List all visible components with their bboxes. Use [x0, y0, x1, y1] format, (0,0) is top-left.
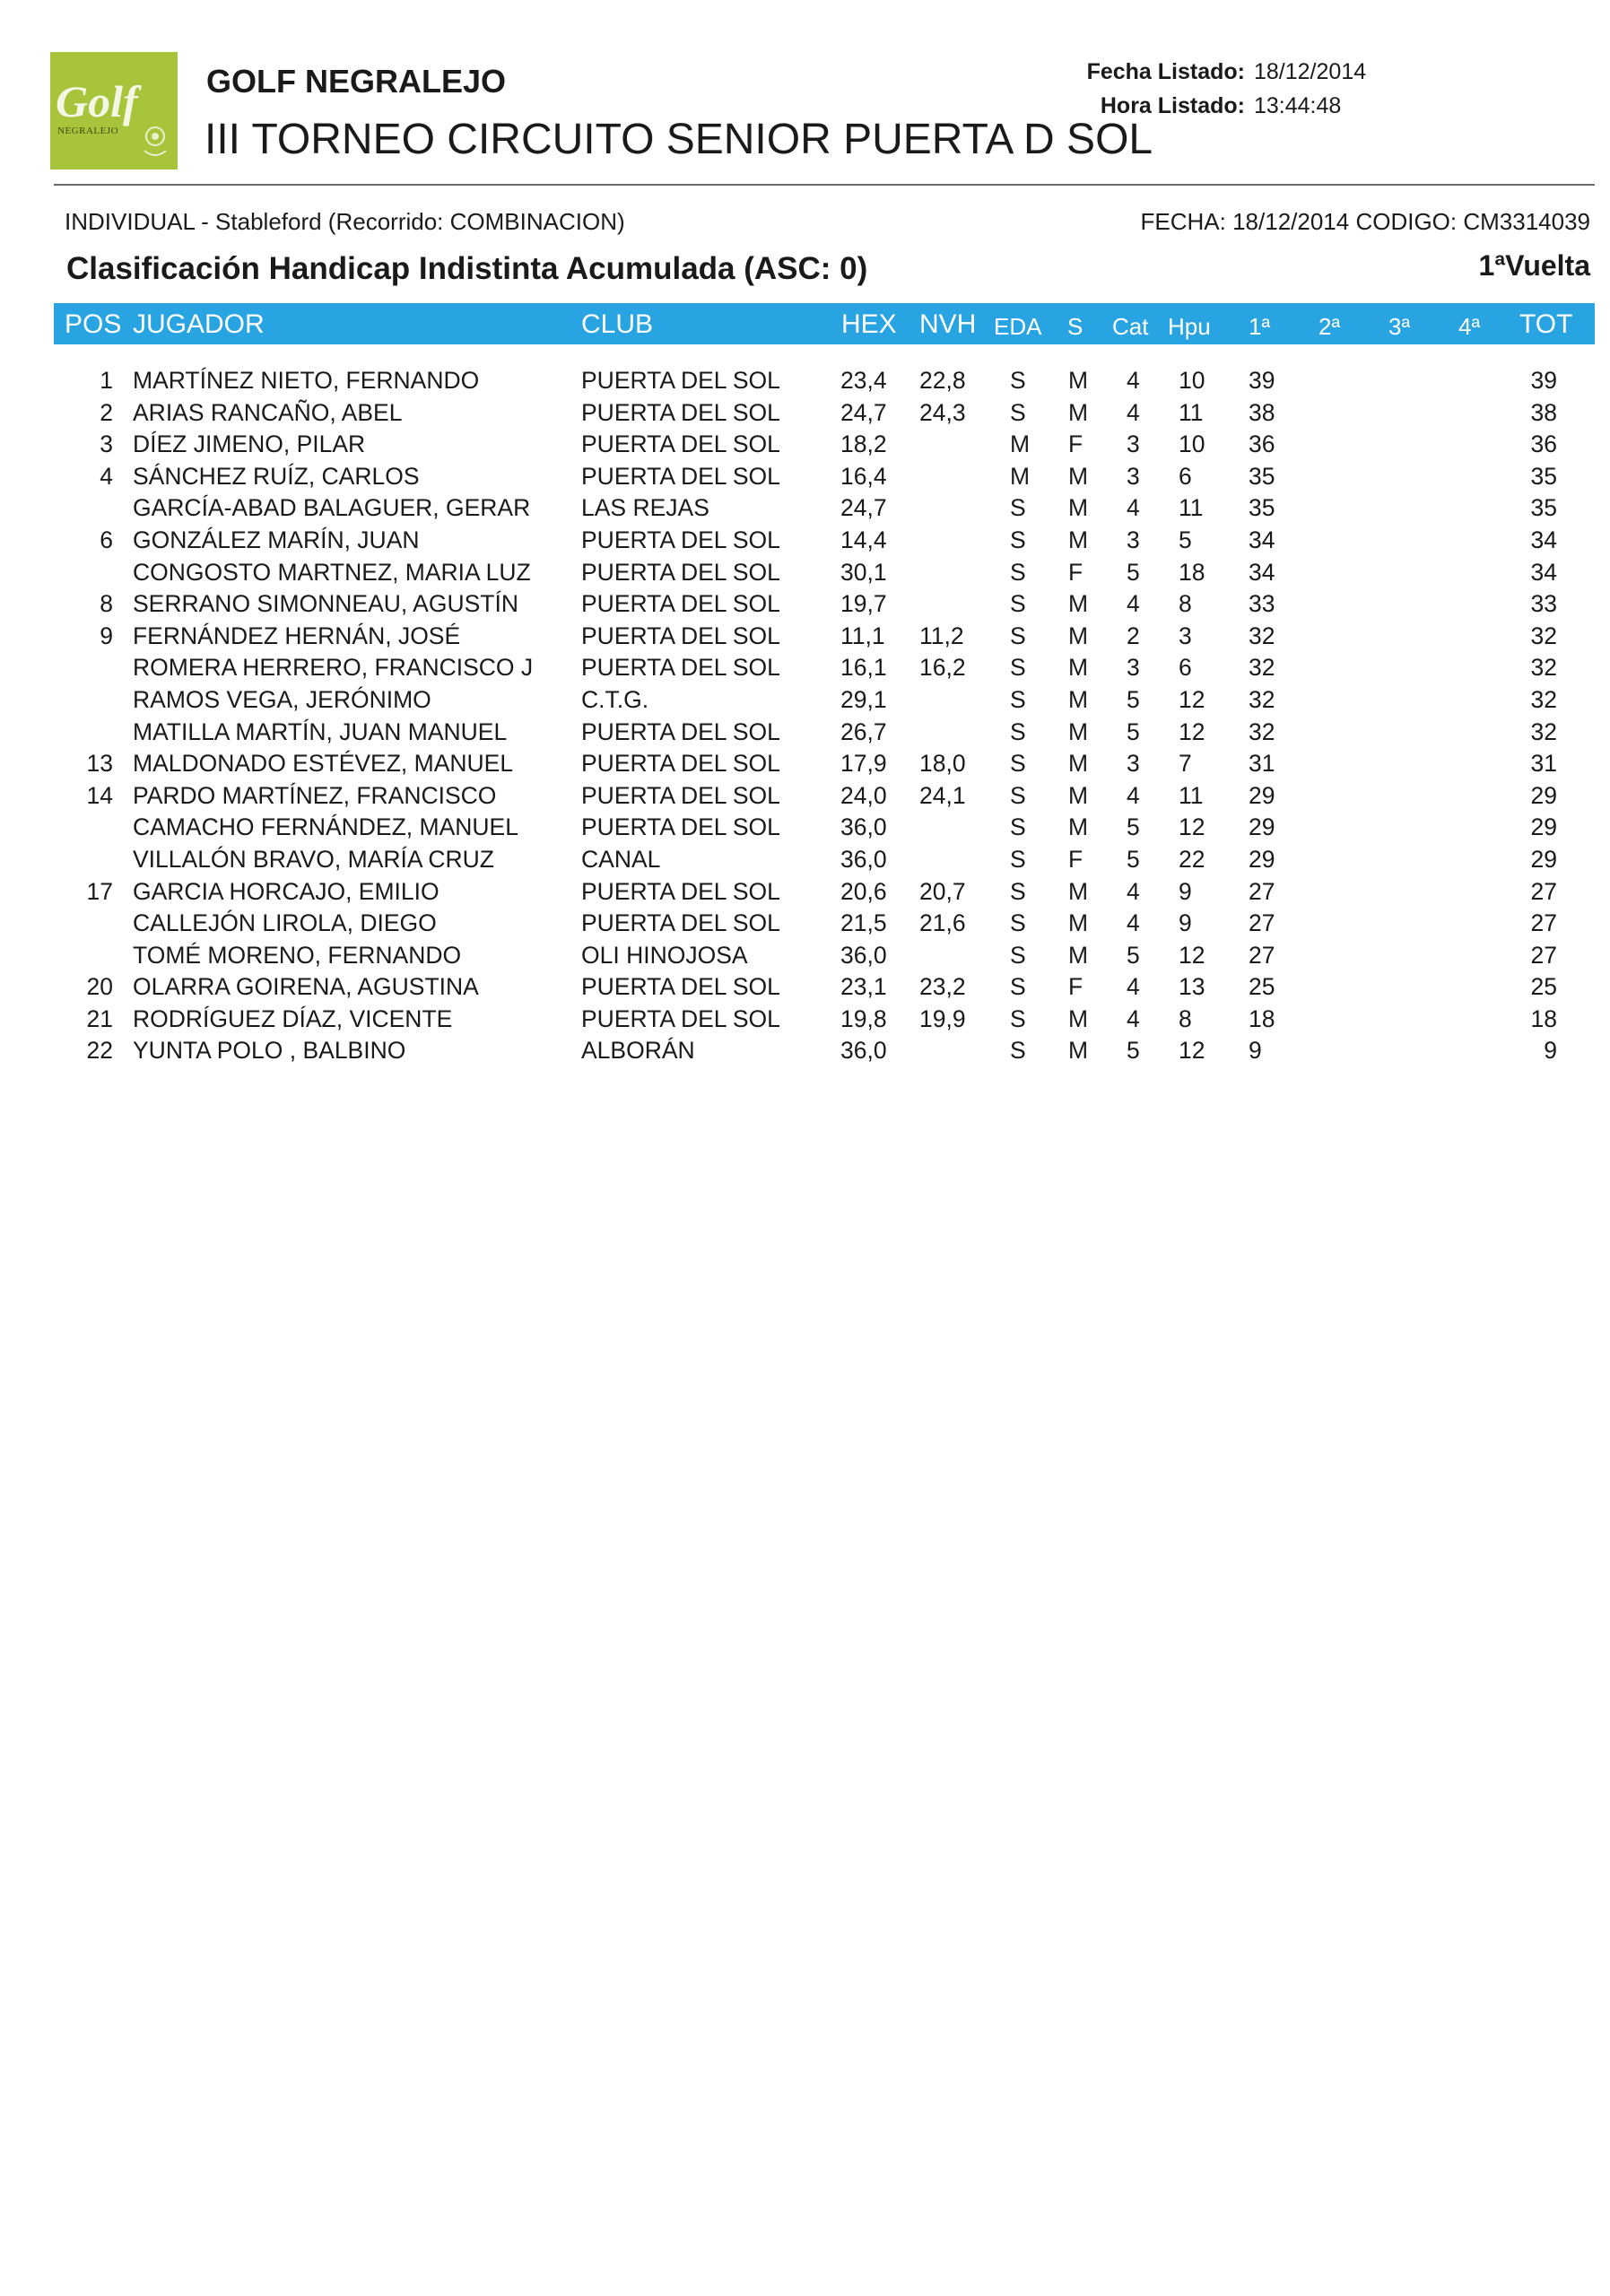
listing-date-value: 18/12/2014	[1254, 59, 1367, 84]
col-s: S	[1067, 313, 1083, 340]
table-row	[0, 398, 1610, 430]
cell-tot: 35	[1530, 494, 1557, 522]
cell-eda: S	[1010, 590, 1026, 618]
cell-eda: S	[1010, 367, 1026, 394]
cell-club: CANAL	[581, 845, 661, 873]
table-row	[0, 941, 1610, 973]
cell-round-1: 35	[1249, 462, 1275, 490]
col-cat: Cat	[1112, 313, 1149, 340]
cell-eda: S	[1010, 877, 1026, 905]
cell-hpu: 11	[1179, 398, 1204, 426]
cell-round-1: 29	[1249, 781, 1275, 809]
cell-nvh: 20,7	[919, 877, 966, 905]
col-hex: HEX	[841, 309, 897, 339]
col-hpu: Hpu	[1168, 313, 1211, 340]
cell-nvh: 23,2	[919, 973, 966, 1001]
table-row	[0, 1036, 1610, 1068]
cell-round-1: 9	[1249, 1037, 1262, 1065]
table-row	[0, 877, 1610, 909]
cell-eda: S	[1010, 558, 1026, 586]
cell-hex: 24,7	[840, 494, 887, 522]
cell-round-1: 32	[1249, 654, 1275, 682]
cell-eda: S	[1010, 845, 1026, 873]
cell-cat: 5	[1127, 1037, 1140, 1065]
cell-pos: 22	[86, 1037, 113, 1065]
table-row	[0, 462, 1610, 494]
cell-hex: 36,0	[840, 813, 887, 841]
table-row	[0, 781, 1610, 813]
cell-s: M	[1068, 718, 1089, 745]
cell-hex: 23,1	[840, 973, 887, 1001]
cell-tot: 32	[1530, 718, 1557, 745]
cell-club: PUERTA DEL SOL	[581, 654, 780, 682]
cell-round-1: 25	[1249, 973, 1275, 1001]
cell-eda: M	[1010, 462, 1031, 490]
cell-club: PUERTA DEL SOL	[581, 526, 780, 553]
cell-tot: 9	[1544, 1037, 1557, 1065]
cell-jugador: OLARRA GOIRENA, AGUSTINA	[133, 973, 479, 1001]
cell-eda: S	[1010, 398, 1026, 426]
cell-round-1: 36	[1249, 430, 1275, 458]
cell-hex: 21,5	[840, 909, 887, 937]
cell-tot: 27	[1530, 941, 1557, 969]
cell-pos: 6	[100, 526, 113, 553]
table-row	[0, 718, 1610, 750]
cell-cat: 5	[1127, 941, 1140, 969]
cell-jugador: RODRÍGUEZ DÍAZ, VICENTE	[133, 1004, 453, 1032]
cell-club: PUERTA DEL SOL	[581, 813, 780, 841]
tournament-title: III TORNEO CIRCUITO SENIOR PUERTA D SOL	[205, 116, 1153, 163]
cell-tot: 18	[1530, 1004, 1557, 1032]
listing-time-value: 13:44:48	[1254, 93, 1342, 118]
classification-title: Clasificación Handicap Indistinta Acumulada (ASC: 0)	[66, 251, 868, 286]
cell-jugador: PARDO MARTÍNEZ, FRANCISCO	[133, 781, 497, 809]
cell-hpu: 9	[1179, 877, 1192, 905]
cell-tot: 33	[1530, 590, 1557, 618]
cell-hex: 29,1	[840, 685, 887, 713]
cell-club: PUERTA DEL SOL	[581, 590, 780, 618]
cell-hex: 36,0	[840, 941, 887, 969]
cell-s: M	[1068, 1004, 1089, 1032]
cell-hpu: 8	[1179, 590, 1192, 618]
cell-hpu: 12	[1179, 718, 1205, 745]
table-row	[0, 366, 1610, 398]
cell-hpu: 11	[1179, 781, 1204, 809]
cell-hex: 19,8	[840, 1004, 887, 1032]
cell-tot: 32	[1530, 654, 1557, 682]
cell-round-1: 18	[1249, 1004, 1275, 1032]
cell-eda: S	[1010, 813, 1026, 841]
cell-s: M	[1068, 654, 1089, 682]
cell-hpu: 18	[1179, 558, 1205, 586]
cell-hex: 24,7	[840, 398, 887, 426]
cell-cat: 4	[1127, 973, 1140, 1001]
cell-s: F	[1068, 558, 1083, 586]
col-tot: TOT	[1519, 309, 1573, 339]
cell-pos: 21	[86, 1004, 113, 1032]
cell-eda: S	[1010, 941, 1026, 969]
cell-hpu: 12	[1179, 1037, 1205, 1065]
table-row	[0, 653, 1610, 685]
table-row	[0, 1004, 1610, 1037]
cell-tot: 32	[1530, 685, 1557, 713]
cell-tot: 29	[1530, 813, 1557, 841]
cell-cat: 2	[1127, 622, 1140, 649]
cell-jugador: GONZÁLEZ MARÍN, JUAN	[133, 526, 420, 553]
cell-jugador: ARIAS RANCAÑO, ABEL	[133, 398, 403, 426]
cell-s: M	[1068, 1037, 1089, 1065]
cell-club: PUERTA DEL SOL	[581, 909, 780, 937]
cell-club: C.T.G.	[581, 685, 649, 713]
cell-cat: 4	[1127, 494, 1140, 522]
competition-format: INDIVIDUAL - Stableford (Recorrido: COMBINACION)	[65, 208, 625, 235]
cell-hex: 20,6	[840, 877, 887, 905]
cell-club: PUERTA DEL SOL	[581, 750, 780, 778]
cell-club: PUERTA DEL SOL	[581, 430, 780, 458]
cell-s: M	[1068, 877, 1089, 905]
listing-date	[1064, 59, 1366, 85]
cell-hpu: 9	[1179, 909, 1192, 937]
col-round-1: 1ª	[1249, 313, 1271, 340]
cell-pos: 1	[100, 367, 113, 394]
col-eda: EDA	[994, 313, 1042, 340]
table-row	[0, 558, 1610, 590]
cell-s: M	[1068, 526, 1089, 553]
cell-cat: 5	[1127, 845, 1140, 873]
cell-club: PUERTA DEL SOL	[581, 462, 780, 490]
cell-eda: M	[1010, 430, 1031, 458]
cell-jugador: MARTÍNEZ NIETO, FERNANDO	[133, 367, 480, 394]
table-row	[0, 685, 1610, 718]
cell-jugador: FERNÁNDEZ HERNÁN, JOSÉ	[133, 622, 461, 649]
cell-tot: 38	[1530, 398, 1557, 426]
col-nvh: NVH	[919, 309, 977, 339]
cell-tot: 34	[1530, 558, 1557, 586]
cell-pos: 9	[100, 622, 113, 649]
cell-cat: 5	[1127, 718, 1140, 745]
cell-hpu: 13	[1179, 973, 1205, 1001]
cell-club: ALBORÁN	[581, 1037, 695, 1065]
cell-jugador: SÁNCHEZ RUÍZ, CARLOS	[133, 462, 420, 490]
cell-jugador: YUNTA POLO , BALBINO	[133, 1037, 406, 1065]
cell-round-1: 34	[1249, 558, 1275, 586]
table-row	[0, 589, 1610, 622]
cell-jugador: MATILLA MARTÍN, JUAN MANUEL	[133, 718, 508, 745]
cell-round-1: 31	[1249, 750, 1275, 778]
cell-hpu: 8	[1179, 1004, 1192, 1032]
cell-hpu: 10	[1179, 367, 1205, 394]
cell-cat: 4	[1127, 909, 1140, 937]
cell-s: M	[1068, 781, 1089, 809]
cell-tot: 27	[1530, 877, 1557, 905]
cell-nvh: 22,8	[919, 367, 966, 394]
cell-hex: 36,0	[840, 845, 887, 873]
cell-nvh: 24,3	[919, 398, 966, 426]
cell-hex: 26,7	[840, 718, 887, 745]
cell-cat: 4	[1127, 877, 1140, 905]
cell-tot: 27	[1530, 909, 1557, 937]
cell-jugador: GARCÍA-ABAD BALAGUER, GERAR	[133, 494, 531, 522]
cell-pos: 4	[100, 462, 113, 490]
cell-hex: 23,4	[840, 367, 887, 394]
cell-club: PUERTA DEL SOL	[581, 781, 780, 809]
table-row	[0, 622, 1610, 654]
cell-cat: 4	[1127, 781, 1140, 809]
cell-cat: 5	[1127, 813, 1140, 841]
cell-cat: 4	[1127, 398, 1140, 426]
cell-hpu: 22	[1179, 845, 1205, 873]
cell-round-1: 34	[1249, 526, 1275, 553]
cell-club: PUERTA DEL SOL	[581, 558, 780, 586]
cell-hex: 30,1	[840, 558, 887, 586]
cell-club: PUERTA DEL SOL	[581, 718, 780, 745]
cell-eda: S	[1010, 526, 1026, 553]
results-table	[0, 366, 1610, 1068]
listing-time	[1064, 93, 1341, 119]
cell-hex: 24,0	[840, 781, 887, 809]
club-logo	[50, 52, 178, 170]
cell-club: PUERTA DEL SOL	[581, 367, 780, 394]
cell-s: F	[1068, 973, 1083, 1001]
cell-s: M	[1068, 941, 1089, 969]
cell-eda: S	[1010, 909, 1026, 937]
cell-s: M	[1068, 462, 1089, 490]
cell-cat: 5	[1127, 685, 1140, 713]
cell-hex: 14,4	[840, 526, 887, 553]
cell-eda: S	[1010, 750, 1026, 778]
cell-pos: 8	[100, 590, 113, 618]
cell-nvh: 19,9	[919, 1004, 966, 1032]
cell-hex: 36,0	[840, 1037, 887, 1065]
cell-cat: 3	[1127, 430, 1140, 458]
col-round-2: 2ª	[1318, 313, 1341, 340]
cell-hpu: 6	[1179, 462, 1192, 490]
cell-s: F	[1068, 430, 1083, 458]
cell-round-1: 27	[1249, 941, 1275, 969]
cell-round-1: 33	[1249, 590, 1275, 618]
cell-cat: 4	[1127, 590, 1140, 618]
cell-s: M	[1068, 685, 1089, 713]
table-row	[0, 909, 1610, 941]
cell-hpu: 12	[1179, 813, 1205, 841]
cell-tot: 34	[1530, 526, 1557, 553]
table-row	[0, 845, 1610, 877]
cell-pos: 20	[86, 973, 113, 1001]
table-header	[54, 303, 1595, 344]
cell-hpu: 12	[1179, 941, 1205, 969]
col-jugador: JUGADOR	[133, 309, 265, 339]
cell-cat: 4	[1127, 1004, 1140, 1032]
col-pos: POS	[65, 309, 122, 339]
logo-wordmark: Golf	[56, 76, 138, 126]
cell-jugador: TOMÉ MORENO, FERNANDO	[133, 941, 462, 969]
cell-s: M	[1068, 750, 1089, 778]
cell-cat: 5	[1127, 558, 1140, 586]
cell-round-1: 39	[1249, 367, 1275, 394]
cell-hex: 16,1	[840, 654, 887, 682]
cell-club: PUERTA DEL SOL	[581, 1004, 780, 1032]
cell-nvh: 11,2	[919, 622, 964, 649]
cell-eda: S	[1010, 973, 1026, 1001]
cell-eda: S	[1010, 1004, 1026, 1032]
cell-jugador: MALDONADO ESTÉVEZ, MANUEL	[133, 750, 514, 778]
cell-jugador: GARCIA HORCAJO, EMILIO	[133, 877, 439, 905]
cell-jugador: VILLALÓN BRAVO, MARÍA CRUZ	[133, 845, 494, 873]
cell-hpu: 7	[1179, 750, 1192, 778]
cell-cat: 4	[1127, 367, 1140, 394]
cell-club: PUERTA DEL SOL	[581, 973, 780, 1001]
cell-s: M	[1068, 367, 1089, 394]
cell-hex: 16,4	[840, 462, 887, 490]
cell-hex: 18,2	[840, 430, 887, 458]
cell-tot: 36	[1530, 430, 1557, 458]
col-club: CLUB	[581, 309, 654, 339]
table-row	[0, 749, 1610, 781]
cell-round-1: 32	[1249, 718, 1275, 745]
cell-hex: 11,1	[840, 622, 885, 649]
table-row	[0, 972, 1610, 1004]
cell-cat: 3	[1127, 526, 1140, 553]
cell-round-1: 29	[1249, 845, 1275, 873]
logo-subtitle: NEGRALEJO	[57, 126, 119, 136]
cell-club: PUERTA DEL SOL	[581, 622, 780, 649]
cell-jugador: DÍEZ JIMENO, PILAR	[133, 430, 366, 458]
cell-cat: 3	[1127, 750, 1140, 778]
cell-pos: 2	[100, 398, 113, 426]
cell-club: OLI HINOJOSA	[581, 941, 748, 969]
cell-round-1: 29	[1249, 813, 1275, 841]
cell-pos: 13	[86, 750, 113, 778]
cell-hex: 19,7	[840, 590, 887, 618]
col-round-4: 4ª	[1458, 313, 1481, 340]
cell-nvh: 21,6	[919, 909, 966, 937]
cell-round-1: 27	[1249, 877, 1275, 905]
table-row	[0, 430, 1610, 462]
cell-round-1: 27	[1249, 909, 1275, 937]
cell-jugador: SERRANO SIMONNEAU, AGUSTÍN	[133, 590, 518, 618]
table-row	[0, 813, 1610, 845]
cell-jugador: ROMERA HERRERO, FRANCISCO J	[133, 654, 534, 682]
cell-jugador: CALLEJÓN LIROLA, DIEGO	[133, 909, 437, 937]
cell-eda: S	[1010, 622, 1026, 649]
cell-round-1: 32	[1249, 685, 1275, 713]
header-divider	[54, 184, 1595, 186]
cell-club: PUERTA DEL SOL	[581, 877, 780, 905]
cell-eda: S	[1010, 494, 1026, 522]
cell-jugador: CAMACHO FERNÁNDEZ, MANUEL	[133, 813, 518, 841]
cell-nvh: 18,0	[919, 750, 966, 778]
cell-club: LAS REJAS	[581, 494, 709, 522]
cell-pos: 17	[86, 877, 113, 905]
cell-eda: S	[1010, 654, 1026, 682]
cell-eda: S	[1010, 1037, 1026, 1065]
cell-s: M	[1068, 398, 1089, 426]
cell-round-1: 35	[1249, 494, 1275, 522]
cell-hpu: 6	[1179, 654, 1192, 682]
cell-jugador: CONGOSTO MARTNEZ, MARIA LUZ	[133, 558, 531, 586]
cell-tot: 39	[1530, 367, 1557, 394]
crest-icon	[140, 124, 170, 160]
cell-nvh: 24,1	[919, 781, 966, 809]
cell-tot: 35	[1530, 462, 1557, 490]
cell-pos: 14	[86, 781, 113, 809]
cell-s: M	[1068, 494, 1089, 522]
cell-cat: 3	[1127, 654, 1140, 682]
listing-time-label: Hora Listado:	[1100, 93, 1245, 118]
cell-hpu: 11	[1179, 494, 1204, 522]
cell-round-1: 38	[1249, 398, 1275, 426]
cell-club: PUERTA DEL SOL	[581, 398, 780, 426]
club-name: GOLF NEGRALEJO	[206, 63, 507, 100]
cell-s: M	[1068, 813, 1089, 841]
cell-jugador: RAMOS VEGA, JERÓNIMO	[133, 685, 431, 713]
col-round-3: 3ª	[1388, 313, 1411, 340]
cell-eda: S	[1010, 718, 1026, 745]
cell-eda: S	[1010, 781, 1026, 809]
competition-date-code: FECHA: 18/12/2014 CODIGO: CM3314039	[1140, 208, 1590, 235]
cell-tot: 25	[1530, 973, 1557, 1001]
cell-hpu: 12	[1179, 685, 1205, 713]
round-label: 1ªVuelta	[1478, 249, 1590, 282]
cell-s: F	[1068, 845, 1083, 873]
cell-pos: 3	[100, 430, 113, 458]
cell-eda: S	[1010, 685, 1026, 713]
cell-s: M	[1068, 622, 1089, 649]
cell-round-1: 32	[1249, 622, 1275, 649]
cell-s: M	[1068, 909, 1089, 937]
cell-tot: 29	[1530, 845, 1557, 873]
cell-hex: 17,9	[840, 750, 887, 778]
cell-tot: 29	[1530, 781, 1557, 809]
cell-cat: 3	[1127, 462, 1140, 490]
cell-hpu: 3	[1179, 622, 1192, 649]
cell-s: M	[1068, 590, 1089, 618]
cell-hpu: 10	[1179, 430, 1205, 458]
table-row	[0, 526, 1610, 558]
cell-hpu: 5	[1179, 526, 1192, 553]
cell-tot: 32	[1530, 622, 1557, 649]
cell-nvh: 16,2	[919, 654, 966, 682]
table-row	[0, 493, 1610, 526]
listing-date-label: Fecha Listado:	[1086, 59, 1245, 84]
cell-tot: 31	[1530, 750, 1557, 778]
